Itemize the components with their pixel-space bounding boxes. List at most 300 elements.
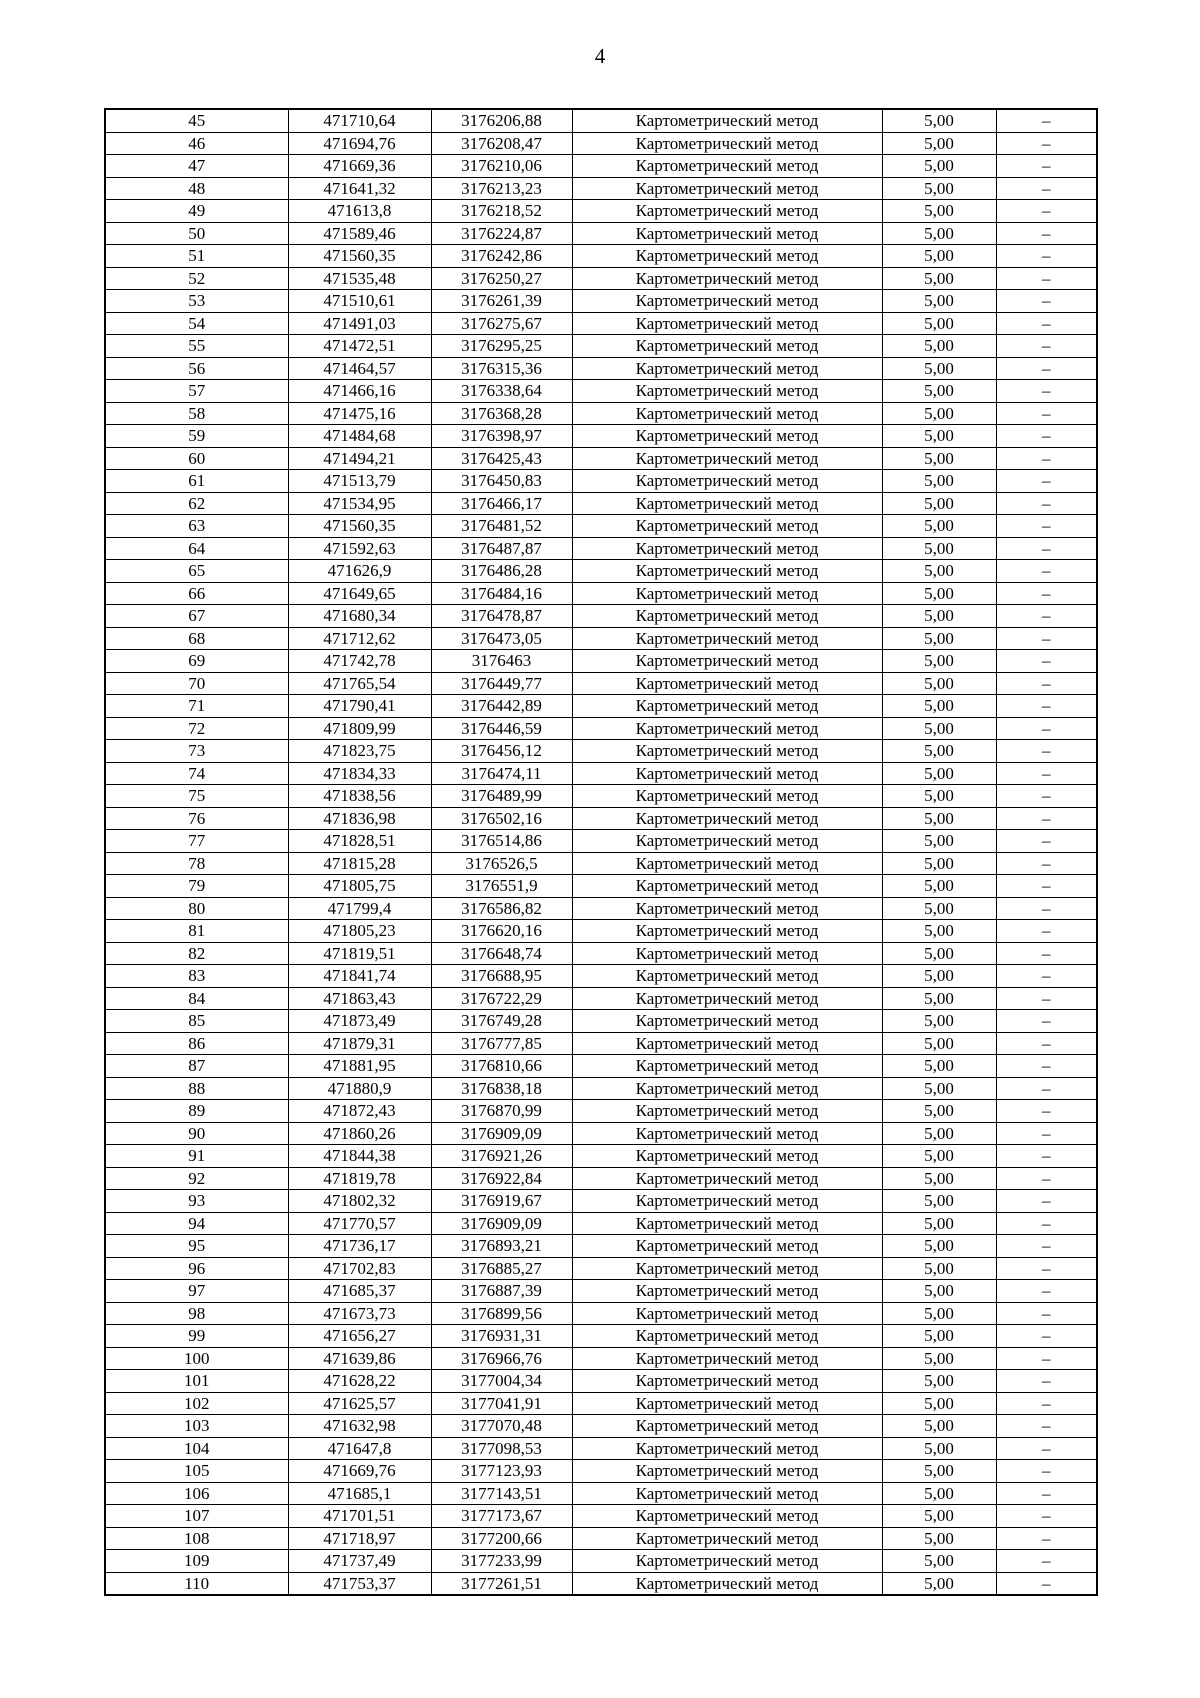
x-coordinate-cell: 471669,76 [288,1460,431,1483]
accuracy-cell: 5,00 [882,560,996,583]
method-cell: Картометрический метод [572,1325,882,1348]
x-coordinate-cell: 471872,43 [288,1100,431,1123]
table-row [105,357,1097,380]
method-cell: Картометрический метод [572,650,882,673]
accuracy-cell: 5,00 [882,515,996,538]
point-number-cell: 87 [105,1055,288,1078]
x-coordinate-cell: 471464,57 [288,357,431,380]
point-number-cell: 52 [105,267,288,290]
accuracy-cell: 5,00 [882,267,996,290]
description-cell: – [996,1505,1097,1528]
accuracy-cell: 5,00 [882,1145,996,1168]
method-cell: Картометрический метод [572,605,882,628]
x-coordinate-cell: 471632,98 [288,1415,431,1438]
method-cell: Картометрический метод [572,312,882,335]
point-number-cell: 106 [105,1482,288,1505]
point-number-cell: 72 [105,717,288,740]
y-coordinate-cell: 3176909,09 [431,1122,572,1145]
description-cell: – [996,1280,1097,1303]
x-coordinate-cell: 471494,21 [288,447,431,470]
y-coordinate-cell: 3176442,89 [431,695,572,718]
description-cell: – [996,380,1097,403]
method-cell: Картометрический метод [572,425,882,448]
accuracy-cell: 5,00 [882,1392,996,1415]
point-number-cell: 75 [105,785,288,808]
accuracy-cell: 5,00 [882,942,996,965]
y-coordinate-cell: 3176919,67 [431,1190,572,1213]
point-number-cell: 105 [105,1460,288,1483]
method-cell: Картометрический метод [572,852,882,875]
y-coordinate-cell: 3177098,53 [431,1437,572,1460]
y-coordinate-cell: 3176870,99 [431,1100,572,1123]
x-coordinate-cell: 471765,54 [288,672,431,695]
y-coordinate-cell: 3176261,39 [431,290,572,313]
y-coordinate-cell: 3176722,29 [431,987,572,1010]
y-coordinate-cell: 3176368,28 [431,402,572,425]
accuracy-cell: 5,00 [882,1370,996,1393]
accuracy-cell: 5,00 [882,177,996,200]
table-row [105,717,1097,740]
point-number-cell: 108 [105,1527,288,1550]
accuracy-cell: 5,00 [882,1572,996,1595]
method-cell: Картометрический метод [572,1145,882,1168]
description-cell: – [996,222,1097,245]
y-coordinate-cell: 3176446,59 [431,717,572,740]
table-row [105,695,1097,718]
table-row [105,672,1097,695]
x-coordinate-cell: 471701,51 [288,1505,431,1528]
table-row [105,1145,1097,1168]
table-row [105,1032,1097,1055]
x-coordinate-cell: 471802,32 [288,1190,431,1213]
y-coordinate-cell: 3176250,27 [431,267,572,290]
point-number-cell: 68 [105,627,288,650]
x-coordinate-cell: 471718,97 [288,1527,431,1550]
method-cell: Картометрический метод [572,1505,882,1528]
point-number-cell: 51 [105,245,288,268]
table-row [105,132,1097,155]
y-coordinate-cell: 3176466,17 [431,492,572,515]
accuracy-cell: 5,00 [882,1302,996,1325]
accuracy-cell: 5,00 [882,1550,996,1573]
x-coordinate-cell: 471863,43 [288,987,431,1010]
method-cell: Картометрический метод [572,447,882,470]
method-cell: Картометрический метод [572,762,882,785]
method-cell: Картометрический метод [572,987,882,1010]
description-cell: – [996,537,1097,560]
description-cell: – [996,807,1097,830]
point-number-cell: 97 [105,1280,288,1303]
table-row [105,200,1097,223]
table-row [105,582,1097,605]
point-number-cell: 100 [105,1347,288,1370]
description-cell: – [996,357,1097,380]
table-row [105,1122,1097,1145]
method-cell: Картометрический метод [572,1235,882,1258]
x-coordinate-cell: 471819,51 [288,942,431,965]
y-coordinate-cell: 3176224,87 [431,222,572,245]
y-coordinate-cell: 3177070,48 [431,1415,572,1438]
method-cell: Картометрический метод [572,1280,882,1303]
table-row [105,1550,1097,1573]
description-cell: – [996,402,1097,425]
accuracy-cell: 5,00 [882,785,996,808]
y-coordinate-cell: 3176456,12 [431,740,572,763]
table-row [105,335,1097,358]
point-number-cell: 71 [105,695,288,718]
table-row [105,650,1097,673]
y-coordinate-cell: 3176887,39 [431,1280,572,1303]
description-cell: – [996,672,1097,695]
description-cell: – [996,897,1097,920]
y-coordinate-cell: 3177041,91 [431,1392,572,1415]
x-coordinate-cell: 471680,34 [288,605,431,628]
method-cell: Картометрический метод [572,177,882,200]
table-row [105,1370,1097,1393]
method-cell: Картометрический метод [572,515,882,538]
y-coordinate-cell: 3176487,87 [431,537,572,560]
point-number-cell: 81 [105,920,288,943]
point-number-cell: 62 [105,492,288,515]
method-cell: Картометрический метод [572,582,882,605]
method-cell: Картометрический метод [572,155,882,178]
point-number-cell: 96 [105,1257,288,1280]
table-row [105,177,1097,200]
table-row [105,1190,1097,1213]
method-cell: Картометрический метод [572,1347,882,1370]
y-coordinate-cell: 3176218,52 [431,200,572,223]
x-coordinate-cell: 471881,95 [288,1055,431,1078]
x-coordinate-cell: 471710,64 [288,109,431,132]
accuracy-cell: 5,00 [882,447,996,470]
accuracy-cell: 5,00 [882,492,996,515]
description-cell: – [996,1527,1097,1550]
method-cell: Картометрический метод [572,1055,882,1078]
point-number-cell: 56 [105,357,288,380]
point-number-cell: 95 [105,1235,288,1258]
x-coordinate-cell: 471836,98 [288,807,431,830]
method-cell: Картометрический метод [572,1392,882,1415]
method-cell: Картометрический метод [572,1100,882,1123]
description-cell: – [996,1077,1097,1100]
y-coordinate-cell: 3176922,84 [431,1167,572,1190]
method-cell: Картометрический метод [572,965,882,988]
accuracy-cell: 5,00 [882,650,996,673]
description-cell: – [996,965,1097,988]
description-cell: – [996,740,1097,763]
description-cell: – [996,515,1097,538]
point-number-cell: 45 [105,109,288,132]
x-coordinate-cell: 471805,75 [288,875,431,898]
table-row [105,267,1097,290]
x-coordinate-cell: 471770,57 [288,1212,431,1235]
description-cell: – [996,582,1097,605]
x-coordinate-cell: 471805,23 [288,920,431,943]
description-cell: – [996,695,1097,718]
y-coordinate-cell: 3176586,82 [431,897,572,920]
description-cell: – [996,312,1097,335]
coordinates-table [104,108,1098,1596]
y-coordinate-cell: 3176474,11 [431,762,572,785]
point-number-cell: 109 [105,1550,288,1573]
y-coordinate-cell: 3176620,16 [431,920,572,943]
accuracy-cell: 5,00 [882,740,996,763]
x-coordinate-cell: 471647,8 [288,1437,431,1460]
point-number-cell: 64 [105,537,288,560]
accuracy-cell: 5,00 [882,1527,996,1550]
page-number: 4 [594,44,606,68]
accuracy-cell: 5,00 [882,875,996,898]
method-cell: Картометрический метод [572,402,882,425]
description-cell: – [996,650,1097,673]
method-cell: Картометрический метод [572,1167,882,1190]
table-row [105,245,1097,268]
y-coordinate-cell: 3176295,25 [431,335,572,358]
accuracy-cell: 5,00 [882,1415,996,1438]
x-coordinate-cell: 471753,37 [288,1572,431,1595]
table-row [105,1010,1097,1033]
y-coordinate-cell: 3176242,86 [431,245,572,268]
accuracy-cell: 5,00 [882,1077,996,1100]
method-cell: Картометрический метод [572,357,882,380]
description-cell: – [996,1482,1097,1505]
y-coordinate-cell: 3176481,52 [431,515,572,538]
description-cell: – [996,267,1097,290]
x-coordinate-cell: 471475,16 [288,402,431,425]
y-coordinate-cell: 3177173,67 [431,1505,572,1528]
point-number-cell: 55 [105,335,288,358]
point-number-cell: 53 [105,290,288,313]
y-coordinate-cell: 3176315,36 [431,357,572,380]
method-cell: Картометрический метод [572,560,882,583]
point-number-cell: 66 [105,582,288,605]
method-cell: Картометрический метод [572,470,882,493]
accuracy-cell: 5,00 [882,987,996,1010]
point-number-cell: 46 [105,132,288,155]
table-row [105,1505,1097,1528]
accuracy-cell: 5,00 [882,357,996,380]
table-row [105,1257,1097,1280]
method-cell: Картометрический метод [572,245,882,268]
method-cell: Картометрический метод [572,290,882,313]
description-cell: – [996,1122,1097,1145]
table-row [105,1100,1097,1123]
point-number-cell: 85 [105,1010,288,1033]
table-row [105,897,1097,920]
x-coordinate-cell: 471880,9 [288,1077,431,1100]
point-number-cell: 110 [105,1572,288,1595]
accuracy-cell: 5,00 [882,627,996,650]
point-number-cell: 54 [105,312,288,335]
y-coordinate-cell: 3177004,34 [431,1370,572,1393]
accuracy-cell: 5,00 [882,1235,996,1258]
method-cell: Картометрический метод [572,335,882,358]
point-number-cell: 49 [105,200,288,223]
accuracy-cell: 5,00 [882,1055,996,1078]
accuracy-cell: 5,00 [882,717,996,740]
table-row [105,1235,1097,1258]
y-coordinate-cell: 3176931,31 [431,1325,572,1348]
description-cell: – [996,470,1097,493]
description-cell: – [996,177,1097,200]
x-coordinate-cell: 471466,16 [288,380,431,403]
x-coordinate-cell: 471819,78 [288,1167,431,1190]
point-number-cell: 98 [105,1302,288,1325]
table-row [105,290,1097,313]
description-cell: – [996,200,1097,223]
x-coordinate-cell: 471799,4 [288,897,431,920]
description-cell: – [996,560,1097,583]
point-number-cell: 47 [105,155,288,178]
method-cell: Картометрический метод [572,200,882,223]
x-coordinate-cell: 471626,9 [288,560,431,583]
table-row [105,1302,1097,1325]
x-coordinate-cell: 471838,56 [288,785,431,808]
method-cell: Картометрический метод [572,627,882,650]
y-coordinate-cell: 3176526,5 [431,852,572,875]
point-number-cell: 77 [105,830,288,853]
x-coordinate-cell: 471510,61 [288,290,431,313]
accuracy-cell: 5,00 [882,1482,996,1505]
point-number-cell: 107 [105,1505,288,1528]
method-cell: Картометрический метод [572,717,882,740]
description-cell: – [996,492,1097,515]
table-row [105,852,1097,875]
method-cell: Картометрический метод [572,1122,882,1145]
accuracy-cell: 5,00 [882,200,996,223]
point-number-cell: 73 [105,740,288,763]
description-cell: – [996,447,1097,470]
description-cell: – [996,785,1097,808]
point-number-cell: 91 [105,1145,288,1168]
method-cell: Картометрический метод [572,1482,882,1505]
accuracy-cell: 5,00 [882,582,996,605]
description-cell: – [996,1235,1097,1258]
point-number-cell: 99 [105,1325,288,1348]
accuracy-cell: 5,00 [882,425,996,448]
point-number-cell: 59 [105,425,288,448]
x-coordinate-cell: 471736,17 [288,1235,431,1258]
table-row [105,155,1097,178]
description-cell: – [996,1460,1097,1483]
y-coordinate-cell: 3176210,06 [431,155,572,178]
x-coordinate-cell: 471685,37 [288,1280,431,1303]
accuracy-cell: 5,00 [882,1100,996,1123]
x-coordinate-cell: 471656,27 [288,1325,431,1348]
point-number-cell: 78 [105,852,288,875]
table-row [105,1437,1097,1460]
y-coordinate-cell: 3176909,09 [431,1212,572,1235]
point-number-cell: 102 [105,1392,288,1415]
table-row [105,447,1097,470]
description-cell: – [996,245,1097,268]
description-cell: – [996,1145,1097,1168]
x-coordinate-cell: 471873,49 [288,1010,431,1033]
table-row [105,492,1097,515]
point-number-cell: 50 [105,222,288,245]
x-coordinate-cell: 471685,1 [288,1482,431,1505]
table-row [105,1460,1097,1483]
y-coordinate-cell: 3176688,95 [431,965,572,988]
accuracy-cell: 5,00 [882,1460,996,1483]
description-cell: – [996,1437,1097,1460]
y-coordinate-cell: 3176478,87 [431,605,572,628]
table-row [105,1325,1097,1348]
description-cell: – [996,1032,1097,1055]
description-cell: – [996,830,1097,853]
description-cell: – [996,1325,1097,1348]
table-row [105,1167,1097,1190]
x-coordinate-cell: 471639,86 [288,1347,431,1370]
point-number-cell: 84 [105,987,288,1010]
point-number-cell: 90 [105,1122,288,1145]
y-coordinate-cell: 3177233,99 [431,1550,572,1573]
y-coordinate-cell: 3176551,9 [431,875,572,898]
description-cell: – [996,335,1097,358]
x-coordinate-cell: 471625,57 [288,1392,431,1415]
x-coordinate-cell: 471613,8 [288,200,431,223]
point-number-cell: 61 [105,470,288,493]
table-row [105,785,1097,808]
description-cell: – [996,1302,1097,1325]
x-coordinate-cell: 471790,41 [288,695,431,718]
x-coordinate-cell: 471834,33 [288,762,431,785]
y-coordinate-cell: 3176213,23 [431,177,572,200]
accuracy-cell: 5,00 [882,537,996,560]
accuracy-cell: 5,00 [882,1122,996,1145]
point-number-cell: 88 [105,1077,288,1100]
x-coordinate-cell: 471742,78 [288,650,431,673]
y-coordinate-cell: 3176749,28 [431,1010,572,1033]
y-coordinate-cell: 3176893,21 [431,1235,572,1258]
y-coordinate-cell: 3177261,51 [431,1572,572,1595]
description-cell: – [996,155,1097,178]
method-cell: Картометрический метод [572,1010,882,1033]
description-cell: – [996,1257,1097,1280]
x-coordinate-cell: 471669,36 [288,155,431,178]
accuracy-cell: 5,00 [882,695,996,718]
point-number-cell: 82 [105,942,288,965]
table-row [105,1415,1097,1438]
table-row [105,537,1097,560]
point-number-cell: 58 [105,402,288,425]
method-cell: Картометрический метод [572,1190,882,1213]
y-coordinate-cell: 3176398,97 [431,425,572,448]
description-cell: – [996,627,1097,650]
point-number-cell: 60 [105,447,288,470]
y-coordinate-cell: 3176486,28 [431,560,572,583]
description-cell: – [996,1550,1097,1573]
point-number-cell: 65 [105,560,288,583]
method-cell: Картометрический метод [572,267,882,290]
point-number-cell: 83 [105,965,288,988]
accuracy-cell: 5,00 [882,920,996,943]
x-coordinate-cell: 471534,95 [288,492,431,515]
y-coordinate-cell: 3176885,27 [431,1257,572,1280]
accuracy-cell: 5,00 [882,245,996,268]
x-coordinate-cell: 471844,38 [288,1145,431,1168]
x-coordinate-cell: 471592,63 [288,537,431,560]
accuracy-cell: 5,00 [882,807,996,830]
description-cell: – [996,425,1097,448]
point-number-cell: 89 [105,1100,288,1123]
table-row [105,965,1097,988]
accuracy-cell: 5,00 [882,1325,996,1348]
x-coordinate-cell: 471823,75 [288,740,431,763]
table-row [105,1572,1097,1595]
description-cell: – [996,1370,1097,1393]
accuracy-cell: 5,00 [882,380,996,403]
